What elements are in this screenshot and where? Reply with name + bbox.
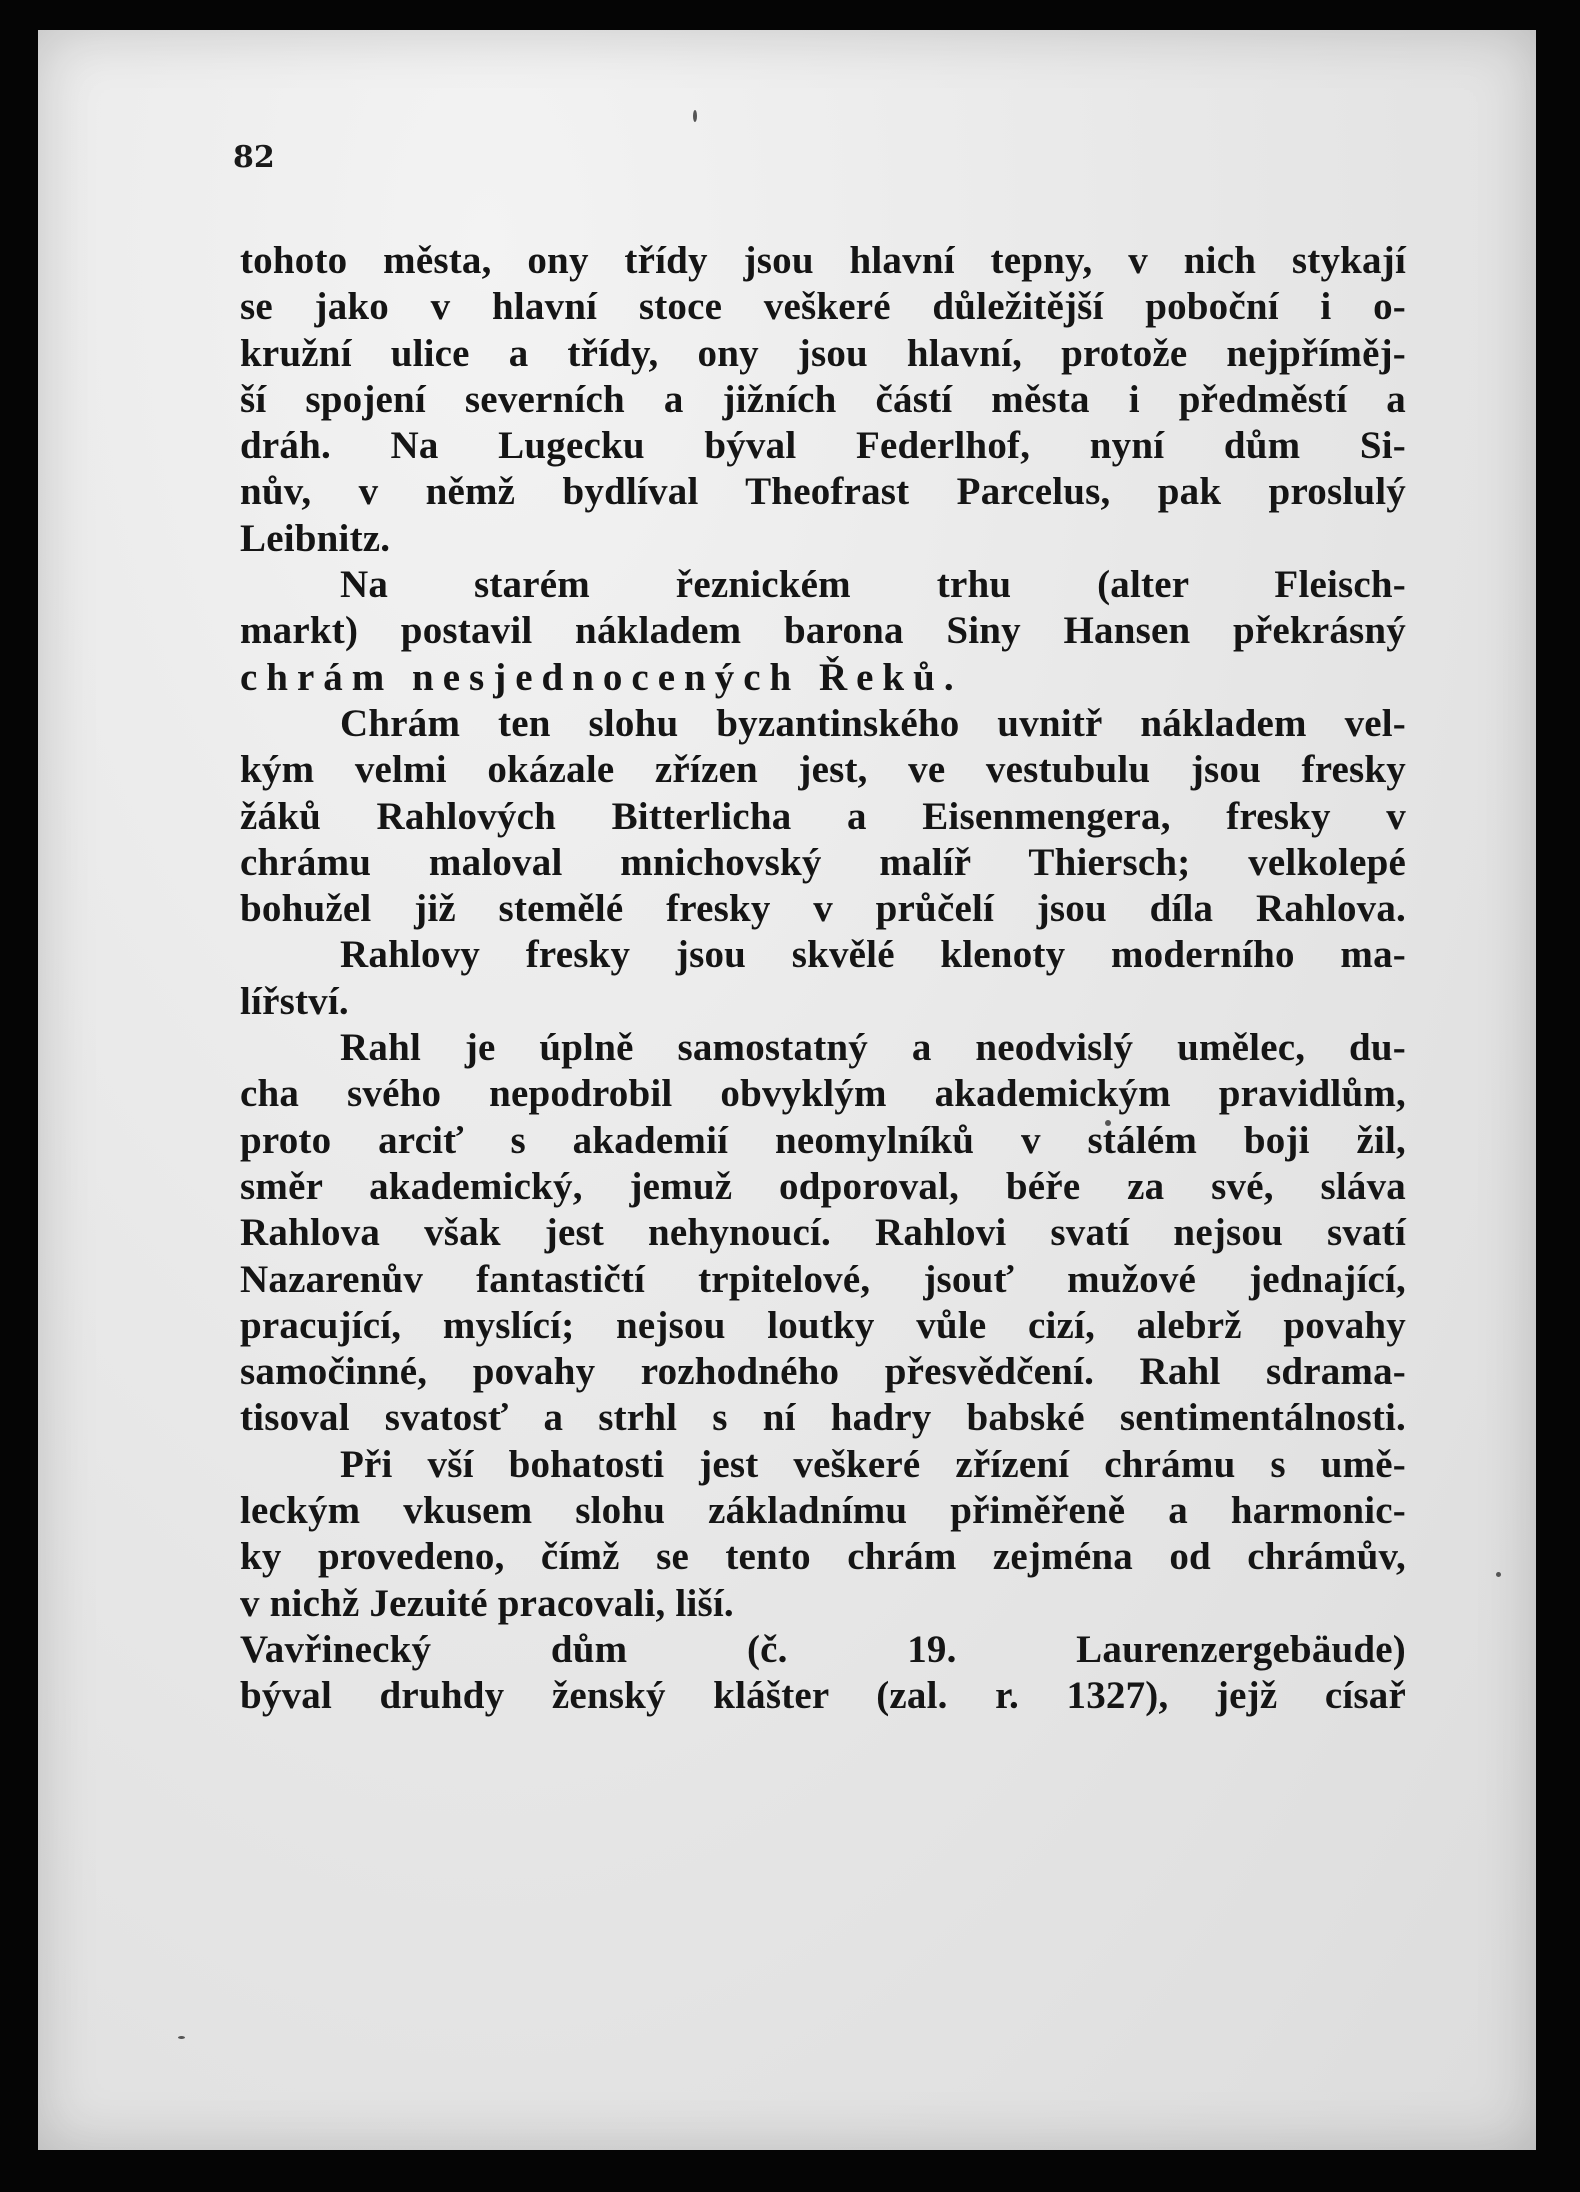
text-line: bohužel již stemělé fresky v průčelí jsou díla Rahlova. [240, 887, 1406, 931]
text-line: kým velmi okázale zřízen jest, ve vestubulu jsou fresky [240, 748, 1406, 792]
text-line: markt) postavil nákladem barona Siny Hansen překrásný [240, 609, 1406, 653]
text-line: Rahlovy fresky jsou skvělé klenoty moderního ma- [340, 933, 1406, 977]
text-line: žáků Rahlových Bitterlicha a Eisenmengera, fresky v [240, 794, 1406, 838]
text-line: proto arciť s akademií neomylníků v stálém boji žil, [240, 1118, 1406, 1162]
text-line: dráh. Na Lugecku býval Federlhof, nyní dům Si- [240, 424, 1406, 468]
scan-speck [178, 2036, 185, 2039]
text-line: kružní ulice a třídy, ony jsou hlavní, protože nejpříměj- [240, 331, 1406, 375]
text-line: Chrám ten slohu byzantinského uvnitř nákladem vel- [340, 701, 1406, 745]
text-line: Rahlova však jest nehynoucí. Rahlovi svatí nejsou svatí [240, 1211, 1406, 1255]
text-line: směr akademický, jemuž odporoval, béře za své, sláva [240, 1164, 1406, 1208]
text-line: Na starém řeznickém trhu (alter Fleisch- [340, 563, 1406, 607]
text-line: Při vší bohatosti jest veškeré zřízení chrámu s umě- [340, 1442, 1406, 1486]
text-line: leckým vkusem slohu základnímu přiměřeně a harmonic- [240, 1489, 1406, 1533]
text-line: tohoto města, ony třídy jsou hlavní tepny, v nich stykají [240, 239, 1406, 282]
text-line: Vavřinecký dům (č. 19. Laurenzergebäude) [240, 1627, 1406, 1671]
text-line: tisoval svatosť a strhl s ní hadry babské sentimentálnosti. [240, 1396, 1406, 1440]
text-line: chrámu maloval mnichovský malíř Thiersch; velkolepé [240, 840, 1406, 884]
page-number: 82 [233, 140, 275, 175]
text-line: Rahl je úplně samostatný a neodvislý umělec, du- [340, 1026, 1406, 1070]
text-line: býval druhdy ženský klášter (zal. r. 1327), jejž císař [240, 1674, 1406, 1718]
text-line: v nichž Jezuité pracovali, liší. [240, 1581, 734, 1625]
text-line: se jako v hlavní stoce veškeré důležitější poboční i o- [240, 285, 1406, 329]
body-text [240, 238, 1406, 1720]
text-line: Leibnitz. [240, 516, 391, 560]
text-line: nův, v němž bydlíval Theofrast Parcelus, pak proslulý [240, 470, 1406, 514]
text-line: pracující, myslící; nejsou loutky vůle cizí, alebrž povahy [240, 1303, 1406, 1347]
text-line: chrám nesjednocených Řeků. [240, 655, 963, 699]
text-line: ky provedeno, čímž se tento chrám zejména od chrámův, [240, 1535, 1406, 1579]
text-line: lířství. [240, 979, 349, 1023]
text-line: Nazarenův fantastičtí trpitelové, jsouť mužové jednající, [240, 1257, 1406, 1301]
text-line: samočinné, povahy rozhodného přesvědčení. Rahl sdrama- [240, 1350, 1406, 1394]
scan-speck [693, 110, 697, 122]
text-line: ší spojení severních a jižních částí města i předměstí a [240, 377, 1406, 421]
text-line: cha svého nepodrobil obvyklým akademickým pravidlům, [240, 1072, 1406, 1116]
scan-speck [1496, 1572, 1501, 1577]
